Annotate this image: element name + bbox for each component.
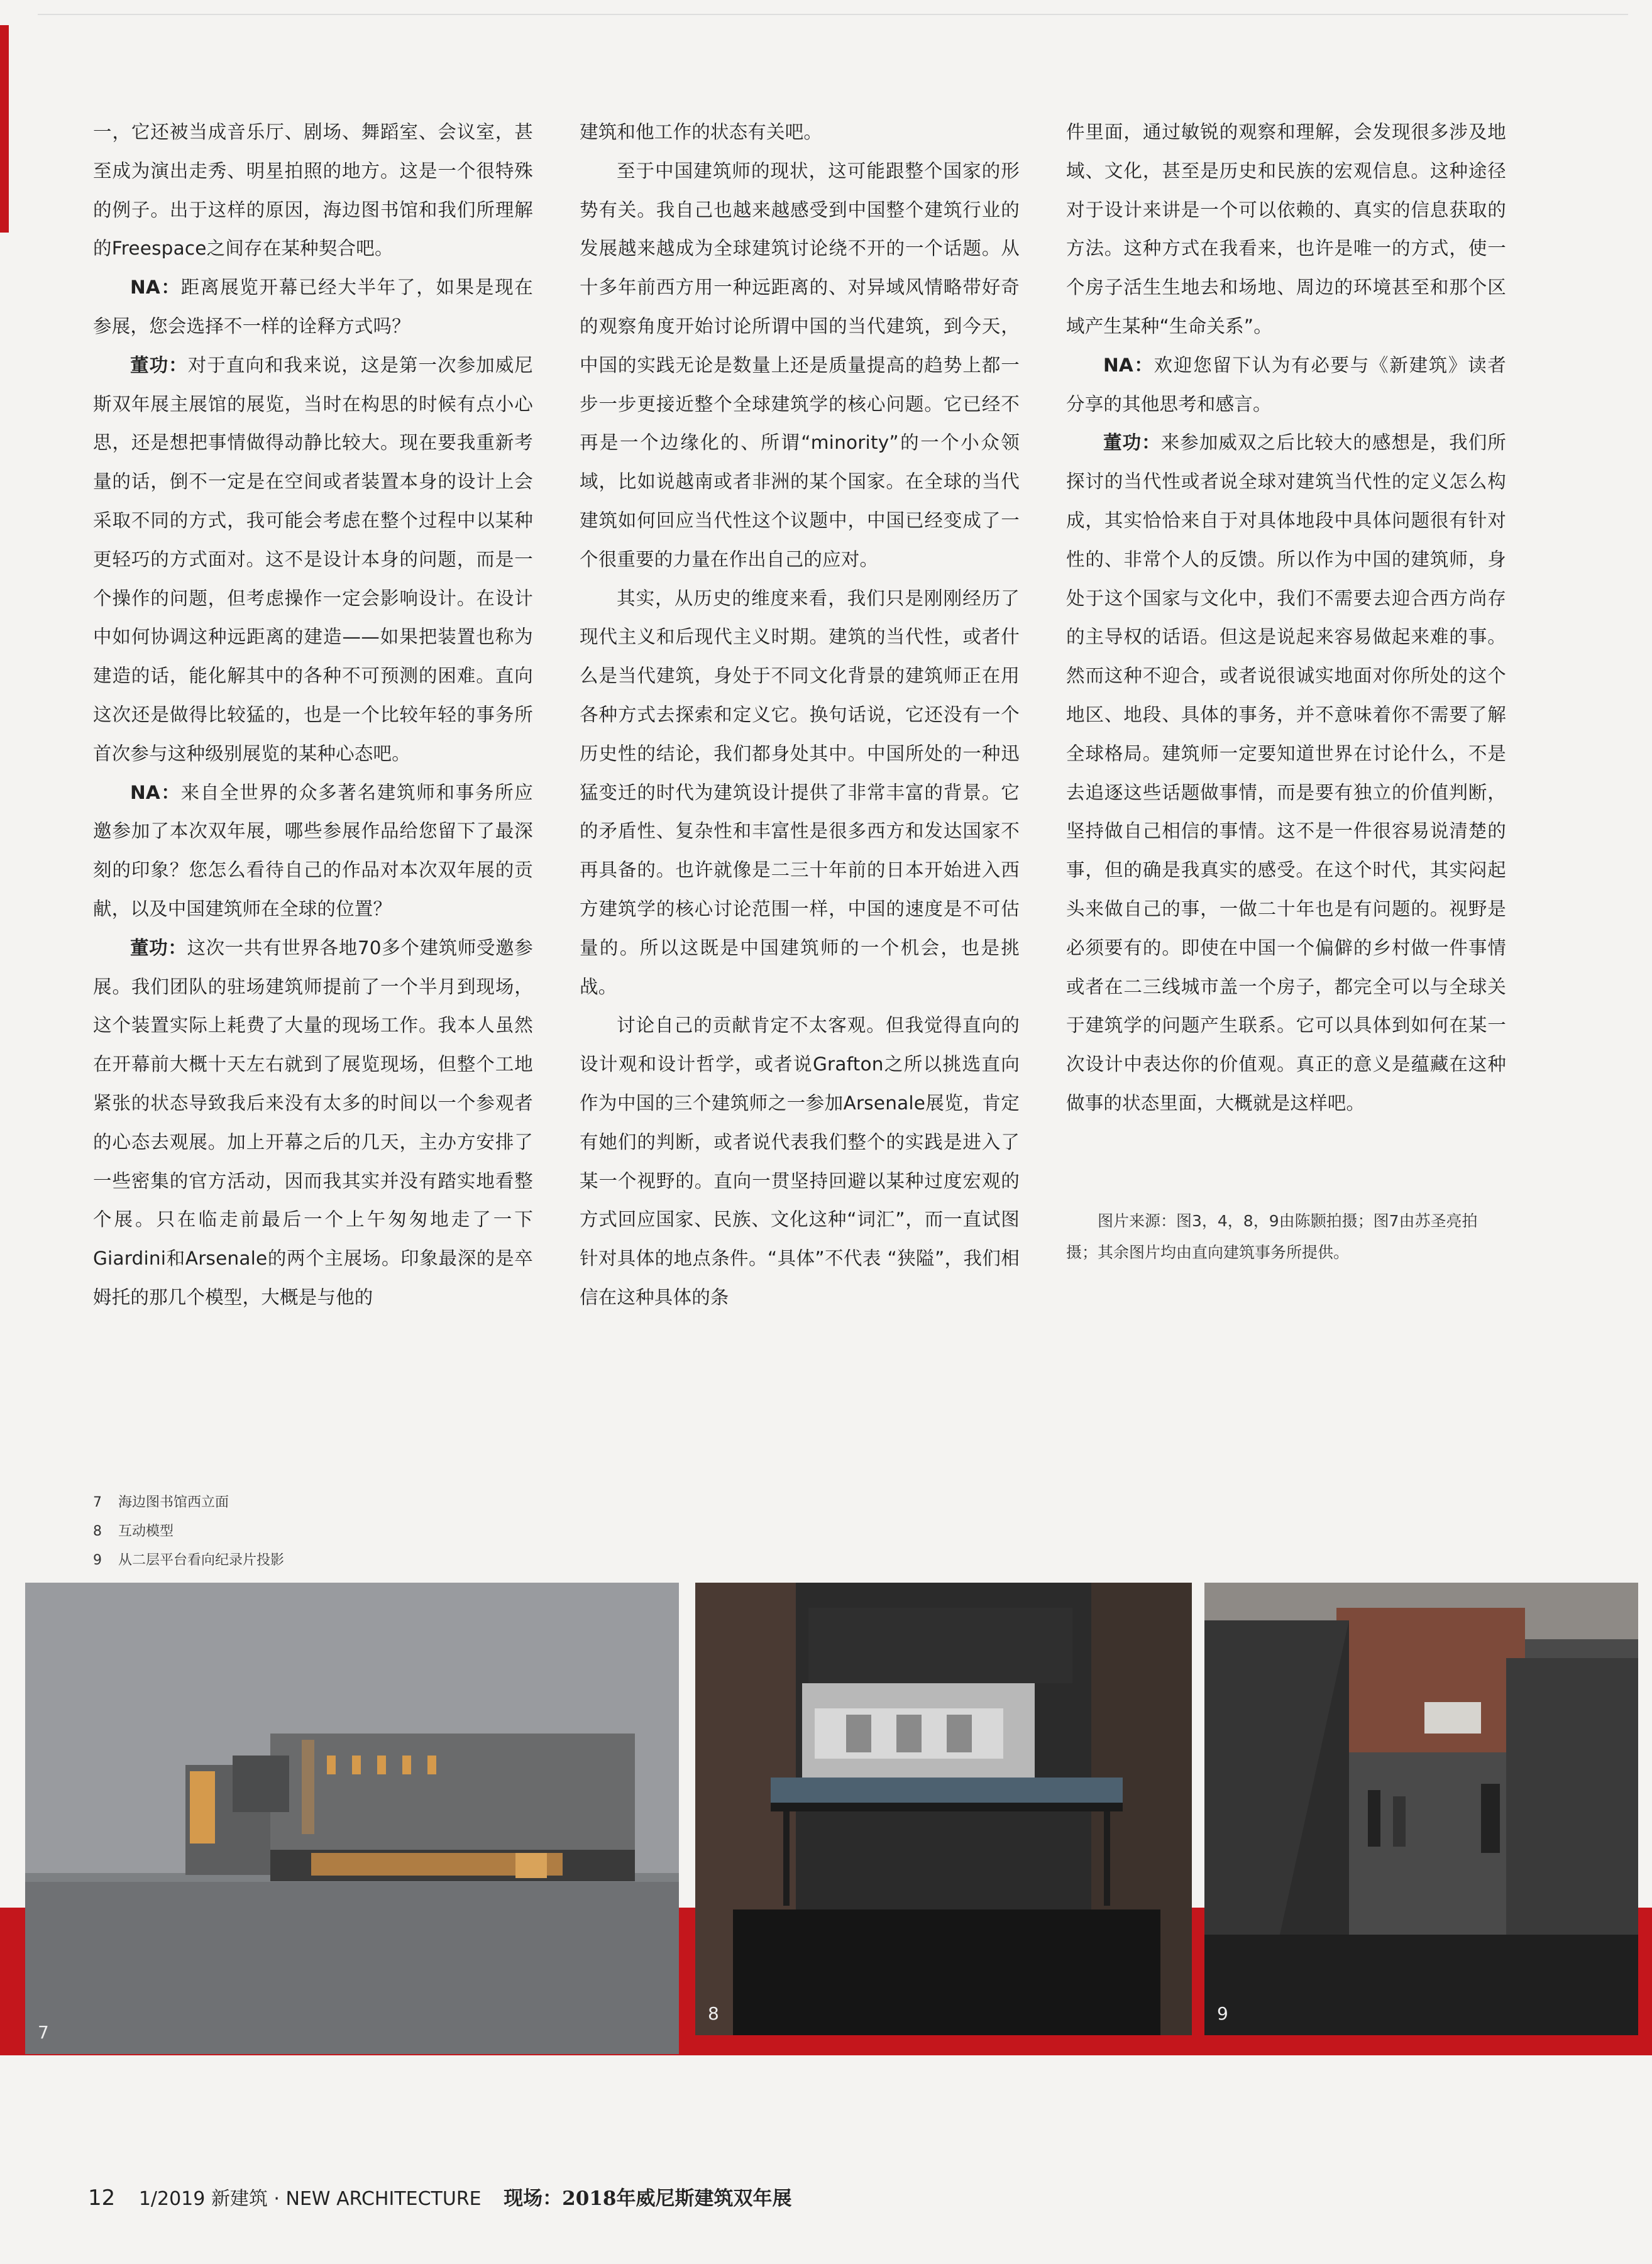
paragraph-text: 来参加威双之后比较大的感想是，我们所探讨的当代性或者说全球对建筑当代性的定义怎么构成，其实恰恰来自于对具体地段中具体问题很有针对性的、非常个人的反馈。所以作为中国的建筑师，身处于这个国家与文化中，我们不需要去迎合西方尚存的主导权的话语。但这是说起来容易做起来难的事。然而这种不迎合，或者说很诚实地面对你所处的这个地区、地段、具体的事务，并不意味着你不需要了解全球格局。建筑师一定要知道世界在讨论什么，不是去追逐这些话题做事情，而是要有独立的价值判断，坚持做自己相信的事情。这不是一件很容易说清楚的事，但的确是我真实的感受。在这个时代，其实闷起头来做自己的事，一做二十年也是有问题的。视野是必须要有的。即使在中国一个偏僻的乡村做一件事情或者在二三线城市盖一个房子，都完全可以与全球关于建筑学的问题产生联系。它可以具体到如何在某一次设计中表达你的价值观。真正的意义是蕴藏在这种做事的状态里面，大概就是这样吧。 <box>1066 432 1506 1114</box>
paragraph <box>580 152 1020 580</box>
paragraph-text: 至于中国建筑师的现状，这可能跟整个国家的形势有关。我自己也越来越感受到中国整个建筑行业的发展越来越成为全球建筑讨论绕不开的一个话题。从十多年前西方用一种远距离的、对异域风情略带好奇的观察角度开始讨论所谓中国的当代建筑，到今天，中国的实践无论是数量上还是质量提高的趋势上都一步一步更接近整个全球建筑学的核心问题。它已经不再是一个边缘化的、所谓“minority”的一个小众领域，比如说越南或者非洲的某个国家。在全球的当代建筑如何回应当代性这个议题中，中国已经变成了一个很重要的力量在作出自己的应对。 <box>580 160 1020 570</box>
caption-9: 9 从二层平台看向纪录片投影 <box>93 1552 285 1568</box>
paragraph <box>580 1006 1020 1317</box>
image-credits: 图片来源：图3，4，8，9由陈颢拍摄；图7由苏圣亮拍摄；其余图片均由直向建筑事务所提供。 <box>1066 1212 1478 1261</box>
paragraph <box>580 113 1020 152</box>
speaker-label: NA： <box>1103 354 1154 376</box>
paragraph-text: 建筑和他工作的状态有关吧。 <box>580 121 823 143</box>
speaker-label: NA： <box>130 277 181 299</box>
model-illustration <box>695 1583 1192 2035</box>
speaker-label: 董功： <box>130 354 188 376</box>
text-column-3 <box>1066 113 1506 1123</box>
issue-label: 1/2019 新建筑 · NEW ARCHITECTURE <box>138 2188 482 2210</box>
speaker-label: 董功： <box>1103 432 1161 454</box>
photo-library-west-elevation <box>25 1583 679 2054</box>
speaker-label: NA： <box>130 781 181 803</box>
page-number: 12 <box>88 2185 116 2211</box>
section-title: 现场：2018年威尼斯建筑双年展 <box>504 2187 792 2210</box>
photo-number-9: 9 <box>1217 2003 1228 2024</box>
caption-8: 8 互动模型 <box>93 1524 174 1539</box>
paragraph <box>93 774 533 929</box>
paragraph-text: 这次一共有世界各地70多个建筑师受邀参展。我们团队的驻场建筑师提前了一个半月到现场，这个装置实际上耗费了大量的现场工作。我本人虽然在开幕前大概十天左右就到了展览现场，但整个工地紧张的状态导致我后来没有太多的时间以一个参观者的心态去观展。加上开幕之后的几天，主办方安排了一些密集的官方活动，因而我其实并没有踏实地看整个展。只在临走前最后一个上午匆匆地走了一下Giardini和Arsenale的两个主展场。印象最深的是卒姆托的那几个模型，大概是与他的 <box>93 937 533 1308</box>
paragraph <box>1066 424 1506 1123</box>
paragraph <box>93 346 533 774</box>
paragraph-text: 距离展览开幕已经大半年了，如果是现在参展，您会选择不一样的诠释方式吗？ <box>93 277 533 337</box>
paragraph-text: 件里面，通过敏锐的观察和理解，会发现很多涉及地域、文化，甚至是历史和民族的宏观信息。这种途径对于设计来讲是一个可以依赖的、真实的信息获取的方法。这种方式在我看来，也许是唯一的方式，使一个房子活生生地去和场地、周边的环境甚至和那个区域产生某种“生命关系”。 <box>1066 121 1506 337</box>
paragraph-text: 讨论自己的贡献肯定不太客观。但我觉得直向的设计观和设计哲学，或者说Grafton之所以挑选直向作为中国的三个建筑师之一参加Arsenale展览，肯定有她们的判断，或者说代表我们整个的实践是进入了某一个视野的。直向一贯坚持回避以某种过度宏观的方式回应国家、民族、文化这种“词汇”，而一直试图针对具体的地点条件。“具体”不代表 “狭隘”，我们相信在这种具体的条 <box>580 1014 1020 1308</box>
paragraph-text: 对于直向和我来说，这是第一次参加威尼斯双年展主展馆的展览，当时在构思的时候有点小心思，还是想把事情做得动静比较大。现在要我重新考量的话，倒不一定是在空间或者装置本身的设计上会采取不同的方式，我可能会考虑在整个过程中以某种更轻巧的方式面对。这不是设计本身的问题，而是一个操作的问题，但考虑操作一定会影响设计。在设计中如何协调这种远距离的建造——如果把装置也称为建造的话，能化解其中的各种不可预测的困难。直向这次还是做得比较猛的，也是一个比较年轻的事务所首次参与这种级别展览的某种心态吧。 <box>93 354 533 764</box>
paragraph <box>93 929 533 1317</box>
hall-illustration <box>1204 1583 1638 2035</box>
text-column-1 <box>93 113 533 1317</box>
paragraph-text: 欢迎您留下认为有必要与《新建筑》读者分享的其他思考和感言。 <box>1066 354 1506 415</box>
paragraph <box>93 268 533 346</box>
speaker-label: 董功： <box>130 937 187 959</box>
paragraph-text: 来自全世界的众多著名建筑师和事务所应邀参加了本次双年展，哪些参展作品给您留下了最深刻的印象？您怎么看待自己的作品对本次双年展的贡献，以及中国建筑师在全球的位置？ <box>93 781 533 920</box>
paragraph <box>580 580 1020 1007</box>
paragraph <box>1066 346 1506 424</box>
photo-documentary-projection <box>1204 1583 1638 2035</box>
paragraph <box>93 113 533 268</box>
paragraph-text: 一，它还被当成音乐厅、剧场、舞蹈室、会议室，甚至成为演出走秀、明星拍照的地方。这是一个很特殊的例子。出于这样的原因，海边图书馆和我们所理解的Freespace之间存在某种契合吧。 <box>93 121 533 260</box>
photo-number-7: 7 <box>38 2022 49 2043</box>
paragraph <box>1066 113 1506 346</box>
top-rule <box>38 14 1628 15</box>
photo-interactive-model <box>695 1583 1192 2035</box>
page-footer <box>88 2182 791 2211</box>
red-band-left <box>0 25 9 233</box>
paragraph-text: 其实，从历史的维度来看，我们只是刚刚经历了现代主义和后现代主义时期。建筑的当代性，或者什么是当代建筑，身处于不同文化背景的建筑师正在用各种方式去探索和定义它。换句话说，它还没有一个历史性的结论，我们都身处其中。中国所处的一种迅猛变迁的时代为建筑设计提供了非常丰富的背景。它的矛盾性、复杂性和丰富性是很多西方和发达国家不再具备的。也许就像是二三十年前的日本开始进入西方建筑学的核心讨论范围一样，中国的速度是不可估量的。所以这既是中国建筑师的一个机会，也是挑战。 <box>580 587 1020 997</box>
caption-7: 7 海边图书馆西立面 <box>93 1495 229 1510</box>
text-column-2 <box>580 113 1020 1317</box>
figure-captions <box>93 1488 284 1575</box>
library-illustration <box>25 1583 679 2054</box>
photo-number-8: 8 <box>708 2003 719 2024</box>
